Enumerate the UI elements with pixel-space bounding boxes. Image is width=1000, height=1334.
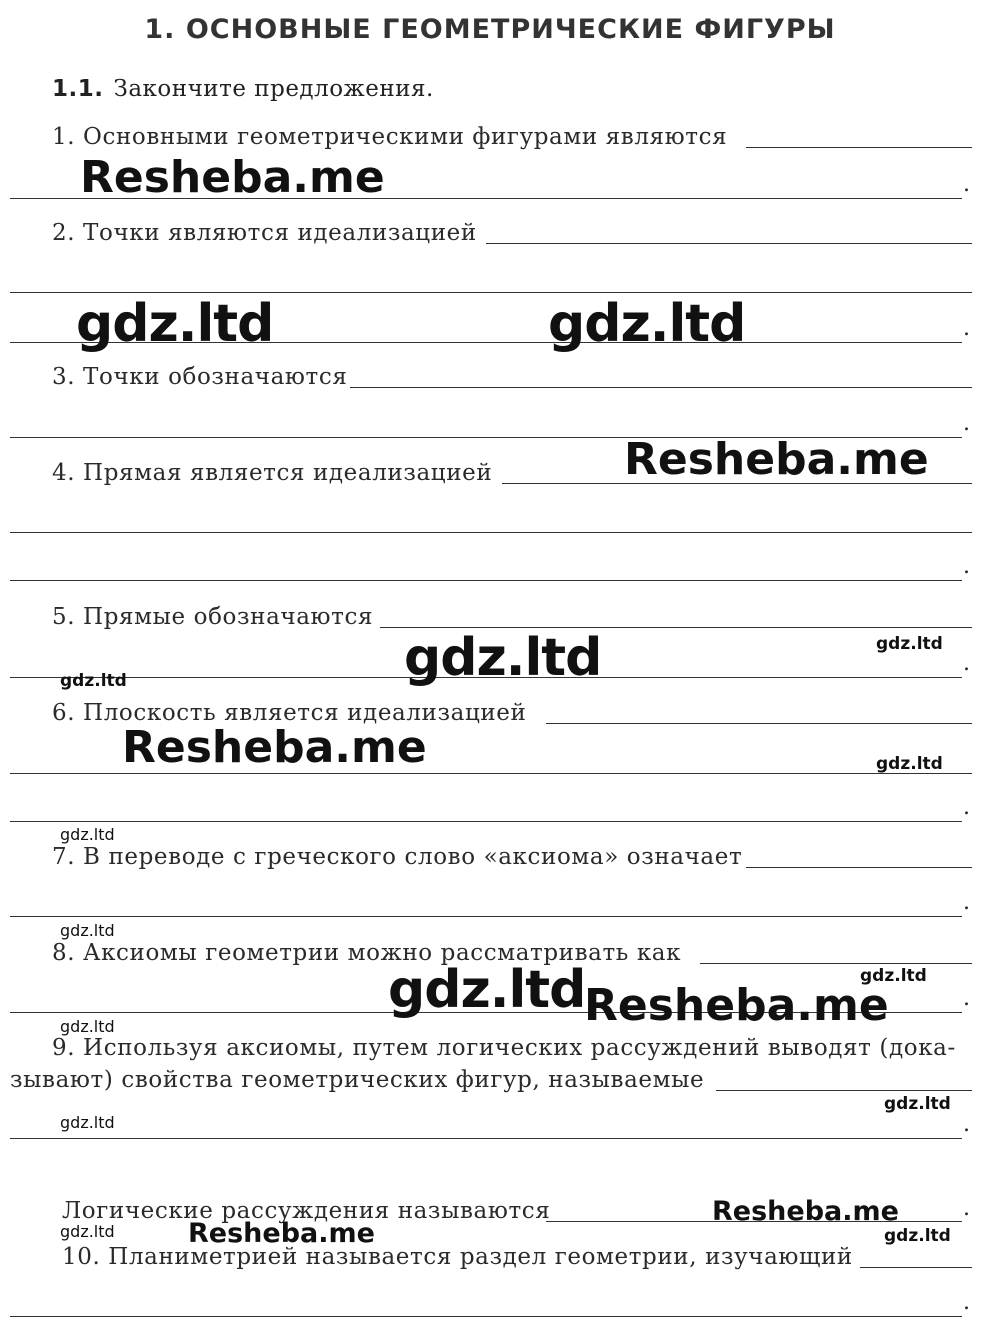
watermark-gdz: gdz.ltd <box>388 960 586 1020</box>
question-8: 8. Аксиомы геометрии можно рассматривать как <box>52 940 682 966</box>
task-header <box>52 76 434 102</box>
watermark-gdz: gdz.ltd <box>876 634 943 654</box>
answer-line[interactable] <box>10 1316 962 1317</box>
answer-line[interactable] <box>486 243 972 244</box>
sentence-end-mark: . <box>963 172 970 197</box>
answer-line[interactable] <box>10 1138 962 1139</box>
task-instruction: Закончите предложения. <box>113 76 434 102</box>
question-6: 6. Плоскость является идеализацией <box>52 700 527 726</box>
question-7: 7. В переводе с греческого слово «аксиома» означает <box>52 844 743 870</box>
sentence-end-mark: . <box>963 795 970 820</box>
watermark-gdz: gdz.ltd <box>876 754 943 774</box>
sentence-end-mark: . <box>963 411 970 436</box>
answer-line[interactable] <box>746 147 972 148</box>
sentence-end-mark: . <box>963 316 970 341</box>
sentence-end-mark: . <box>963 890 970 915</box>
question-1: 1. Основными геометрическими фигурами являются <box>52 124 728 150</box>
watermark-gdz: gdz.ltd <box>60 1113 115 1132</box>
watermark-gdz: gdz.ltd <box>60 1222 115 1241</box>
watermark-gdz: gdz.ltd <box>884 1094 951 1114</box>
sentence-end-mark: . <box>963 1112 970 1137</box>
answer-line[interactable] <box>546 723 972 724</box>
watermark-resheba: Resheba.me <box>584 980 889 1031</box>
answer-line[interactable] <box>10 773 972 774</box>
watermark-resheba: Resheba.me <box>80 152 385 203</box>
watermark-gdz: gdz.ltd <box>60 825 115 844</box>
answer-line[interactable] <box>10 916 962 917</box>
watermark-gdz: gdz.ltd <box>76 294 274 354</box>
sentence-end-mark: . <box>963 1196 970 1221</box>
answer-line[interactable] <box>10 292 972 293</box>
answer-line[interactable] <box>746 867 972 868</box>
answer-line[interactable] <box>10 580 962 581</box>
answer-line[interactable] <box>350 387 972 388</box>
watermark-gdz: gdz.ltd <box>548 294 746 354</box>
watermark-resheba: Resheba.me <box>624 434 929 485</box>
watermark-gdz: gdz.ltd <box>860 966 927 986</box>
question-2: 2. Точки являются идеализацией <box>52 220 477 246</box>
answer-line[interactable] <box>716 1090 972 1091</box>
question-9-line-2: зывают) свойства геометрических фигур, называемые <box>10 1067 705 1093</box>
page-title: 1. ОСНОВНЫЕ ГЕОМЕТРИЧЕСКИЕ ФИГУРЫ <box>144 14 836 45</box>
watermark-gdz: gdz.ltd <box>60 1017 115 1036</box>
sentence-end-mark: . <box>963 651 970 676</box>
watermark-gdz: gdz.ltd <box>60 671 127 691</box>
question-9-line-1: 9. Используя аксиомы, путем логических рассуждений выводят (дока- <box>52 1035 956 1061</box>
sentence-end-mark: . <box>963 554 970 579</box>
watermark-resheba: Resheba.me <box>188 1218 375 1249</box>
answer-line[interactable] <box>10 532 972 533</box>
sentence-end-mark: . <box>963 986 970 1011</box>
question-10: 10. Планиметрией называется раздел геометрии, изучающий <box>62 1244 853 1270</box>
task-number: 1.1. <box>52 76 104 102</box>
watermark-resheba: Resheba.me <box>712 1196 899 1227</box>
question-logical-reasoning: Логические рассуждения называются <box>62 1198 551 1224</box>
answer-line[interactable] <box>860 1267 972 1268</box>
watermark-gdz: gdz.ltd <box>60 921 115 940</box>
question-5: 5. Прямые обозначаются <box>52 604 374 630</box>
watermark-resheba: Resheba.me <box>122 722 427 773</box>
watermark-gdz: gdz.ltd <box>404 628 602 688</box>
sentence-end-mark: . <box>963 1290 970 1315</box>
question-3: 3. Точки обозначаются <box>52 364 348 390</box>
answer-line[interactable] <box>700 963 972 964</box>
question-4: 4. Прямая является идеализацией <box>52 460 493 486</box>
answer-line[interactable] <box>10 821 962 822</box>
watermark-gdz: gdz.ltd <box>884 1226 951 1246</box>
